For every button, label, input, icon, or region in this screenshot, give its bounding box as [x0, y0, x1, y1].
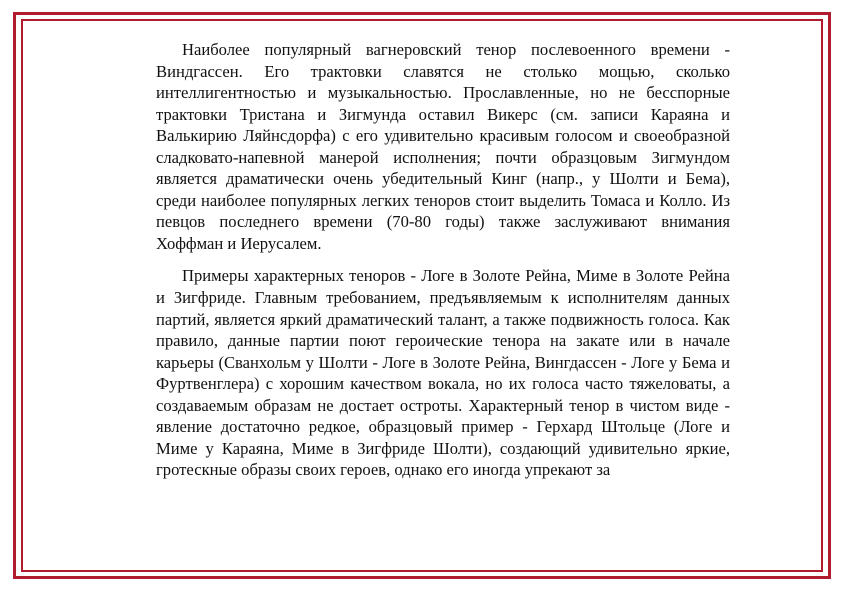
text-body [156, 39, 730, 481]
paragraph-1: Наиболее популярный вагнеровский тенор послевоенного времени - Виндгассен. Его трактовки славятся не столько мощью, сколько интеллигентностью и музыкальностью. Прославленные, но не бесспорные трактовки Тристана и Зигмунда оставил Викерс (см. записи Караяна и Валькирию Ляйнсдорфа) с его удивительно красивым голосом и своеобразной сладковато-напевной манерой исполнения; почти образцовым Зигмундом является драматически очень убедительный Кинг (напр., у Шолти и Бема), среди наиболее популярных легких теноров стоит выделить Томаса и Колло. Из певцов последнего времени (70-80 годы) также заслуживают внимания Хоффман и Иерусалем. [156, 40, 730, 253]
paragraph-2: Примеры характерных теноров - Логе в Золоте Рейна, Миме в Золоте Рейна и Зигфриде. Главным требованием, предъявляемым к исполнителям данных партий, является яркий драматический талант, а также подвижность голоса. Как правило, данные партии поют героические тенора на закате или в начале карьеры (Сванхольм у Шолти - Логе в Золоте Рейна, Вингдассен - Логе у Бема и Фуртвенглера) с хорошим качеством вокала, но их голоса часто тяжеловаты, а создаваемым образам не достает остроты. Характерный тенор в чистом виде - явление достаточно редкое, образцовый пример - Герхард Штольце (Логе и Миме у Караяна, Миме в Зигфриде Шолти), создающий удивительно яркие, гротескные образы своих героев, однако его иногда упрекают за [156, 266, 730, 480]
